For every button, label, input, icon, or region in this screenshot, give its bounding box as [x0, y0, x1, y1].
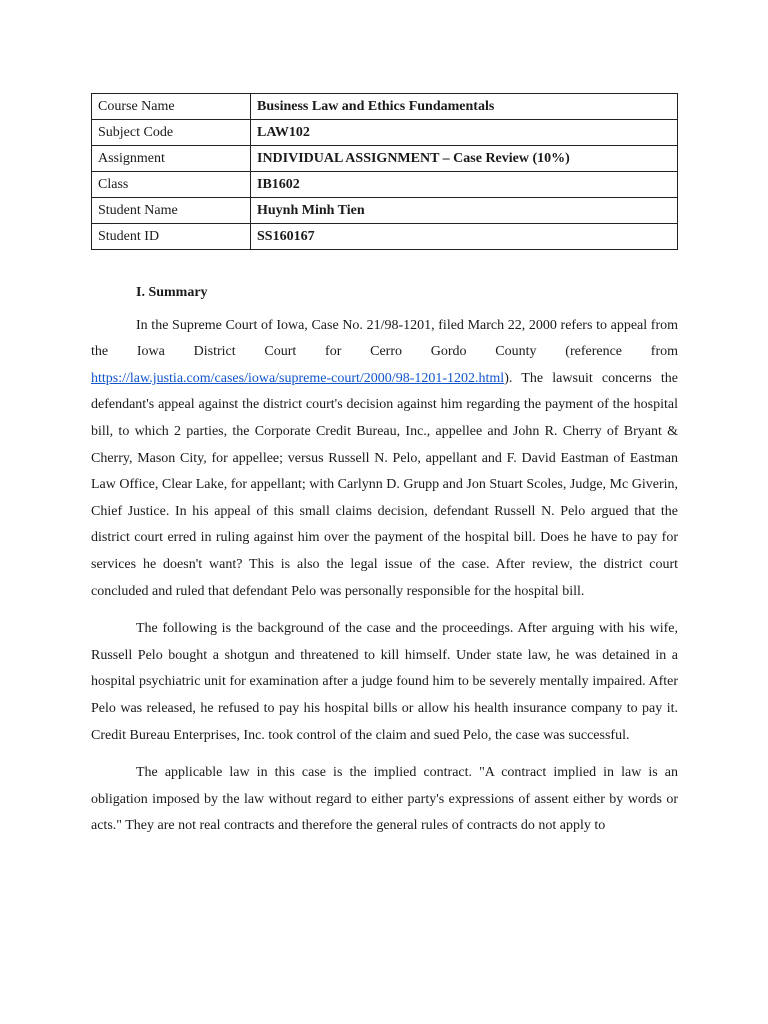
assignment-value: INDIVIDUAL ASSIGNMENT – Case Review (10%) [251, 146, 678, 172]
subject-code-value: LAW102 [251, 120, 678, 146]
table-row [92, 172, 678, 198]
course-name-label: Course Name [92, 94, 251, 120]
table-row [92, 198, 678, 224]
reference-link[interactable]: https://law.justia.com/cases/iowa/supreme-court/2000/98-1201-1202.html [91, 370, 505, 386]
subject-code-label: Subject Code [92, 120, 251, 146]
document-body [91, 280, 678, 851]
course-name-value: Business Law and Ethics Fundamentals [251, 94, 678, 120]
class-label: Class [92, 172, 251, 198]
student-name-label: Student Name [92, 198, 251, 224]
assignment-label: Assignment [92, 146, 251, 172]
table-row [92, 146, 678, 172]
paragraph-text: In the Supreme Court of Iowa, Case No. 21/98-1201, filed March 22, 2000 refers to appeal from the Iowa District Court for Cerro Gordo County (reference from [91, 317, 678, 360]
paragraph-text: ). The lawsuit concerns the defendant's appeal against the district court's decision against him regarding the payment of the hospital bill, to which 2 parties, the Corporate Credit Bureau, Inc., appellee and John R. Cherry of Bryant & Cherry, Mason City, for appellee; versus Russell N. Pelo, appellant and F. David Eastman of Eastman Law Office, Clear Lake, for appellant; with Carlynn D. Grupp and Jon Stuart Scoles, Judge, Mc Giverin, Chief Justice. In his appeal of this small claims decision, defendant Russell N. Pelo argued that the district court erred in ruling against him over the payment of the hospital bill. Does he have to pay for services he doesn't want? This is also the legal issue of the case. After review, the district court concluded and ruled that defendant Pelo was personally responsible for the hospital bill. [91, 370, 678, 599]
applicable-law-paragraph: The applicable law in this case is the implied contract. "A contract implied in law is an obligation imposed by the law without regard to either party's expressions of assent either by words or acts." They are not real contracts and therefore the general rules of contracts do not apply to [91, 765, 678, 834]
table-row [92, 94, 678, 120]
course-info-table [91, 93, 678, 250]
student-id-label: Student ID [92, 224, 251, 250]
class-value: IB1602 [251, 172, 678, 198]
section-heading: I. Summary [136, 285, 208, 300]
student-id-value: SS160167 [251, 224, 678, 250]
summary-paragraph [91, 313, 678, 606]
background-paragraph: The following is the background of the case and the proceedings. After arguing with his wife, Russell Pelo bought a shotgun and threatened to kill himself. Under state law, he was detained in a hospital psychiatric unit for examination after a judge found him to be severely mentally impaired. After Pelo was released, he refused to pay his hospital bills or allow his health insurance company to pay it. Credit Bureau Enterprises, Inc. took control of the claim and sued Pelo, the case was successful. [91, 621, 678, 743]
table-row [92, 120, 678, 146]
student-name-value: Huynh Minh Tien [251, 198, 678, 224]
table-row [92, 224, 678, 250]
